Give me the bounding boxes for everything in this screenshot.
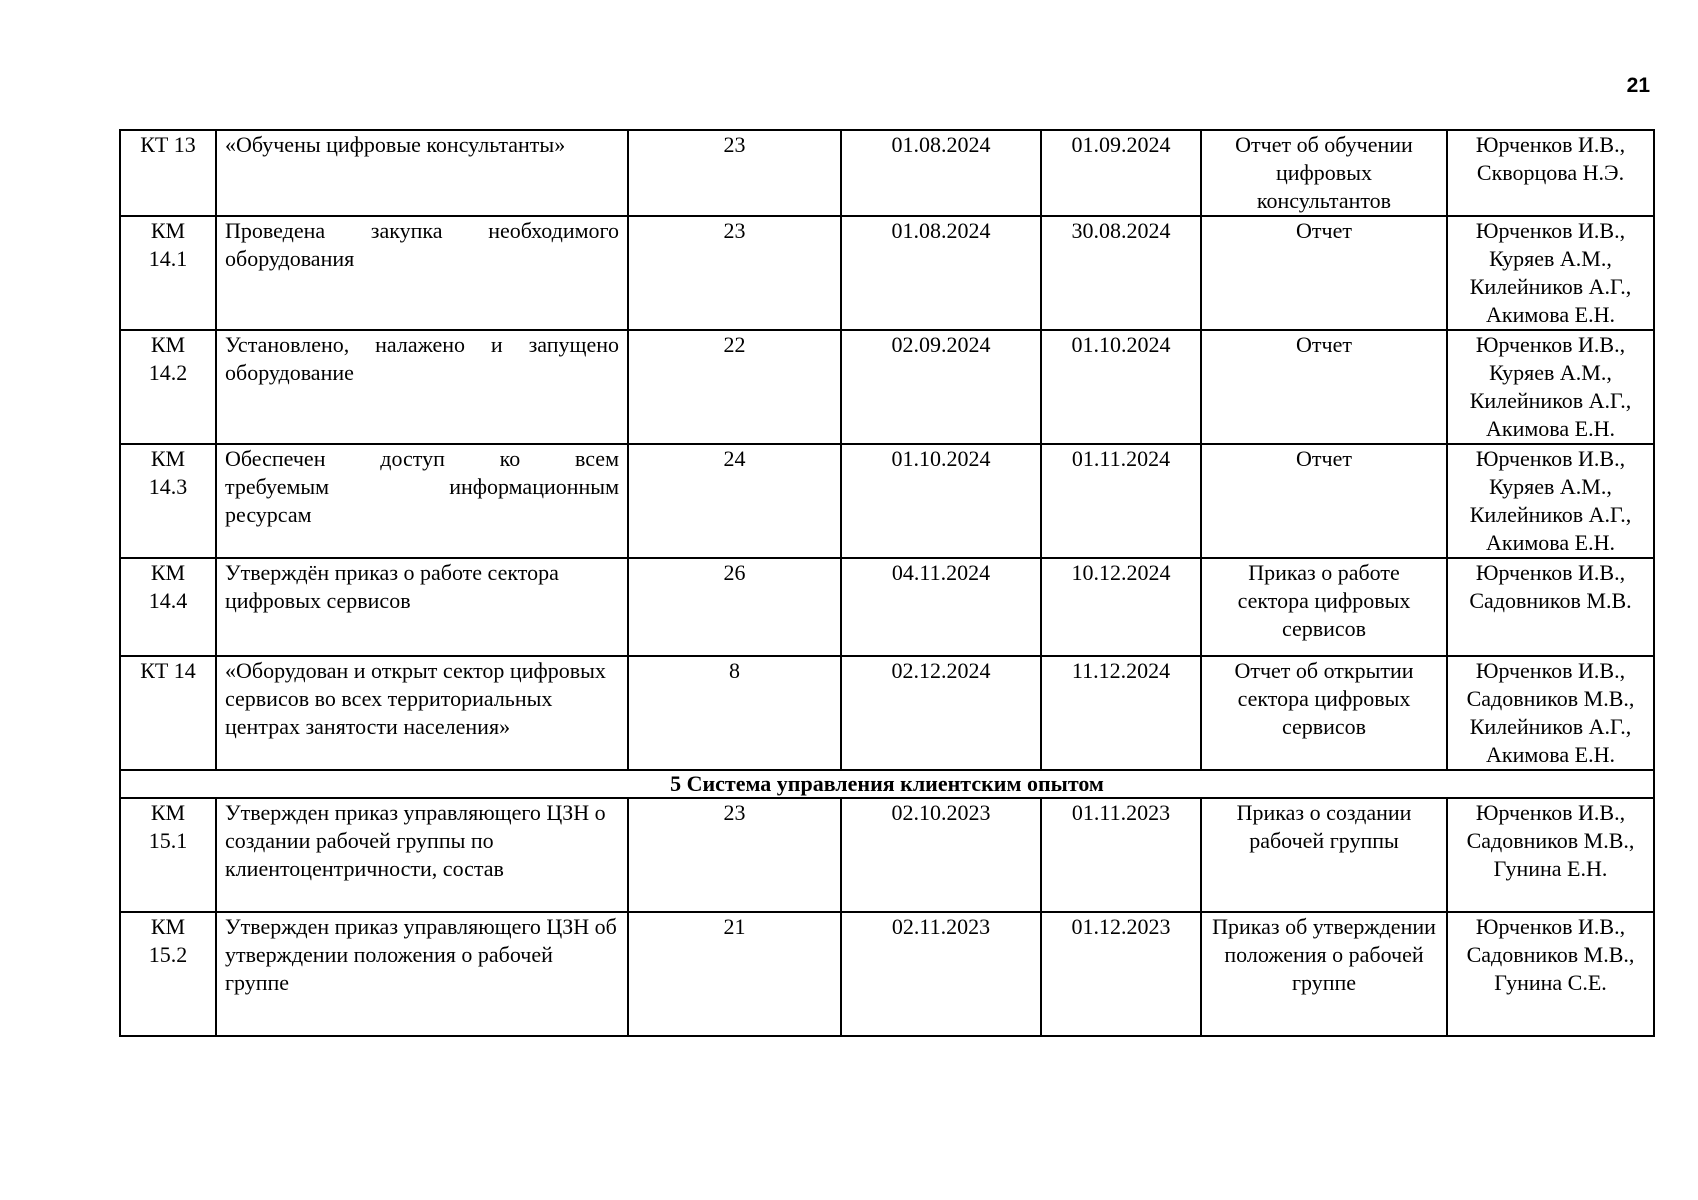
cell-code: КМ 14.3 [120, 444, 216, 558]
cell-name [216, 216, 628, 330]
cell-duration: 23 [628, 798, 841, 912]
cell-code: КМ 14.2 [120, 330, 216, 444]
table-row [120, 216, 1654, 330]
cell-code: КМ 14.1 [120, 216, 216, 330]
cell-end-date: 01.11.2023 [1041, 798, 1201, 912]
cell-document: Приказ о создании рабочей группы [1201, 798, 1447, 912]
section-row [120, 770, 1654, 798]
cell-code: КМ 15.1 [120, 798, 216, 912]
cell-responsible: Юрченков И.В., Садовников М.В., Гунина Е.Н. [1447, 798, 1654, 912]
cell-name: «Оборудован и открыт сектор цифровых сервисов во всех территориальных центрах занятости населения» [216, 656, 628, 770]
cell-start-date: 04.11.2024 [841, 558, 1041, 656]
cell-document: Отчет об открытии сектора цифровых сервисов [1201, 656, 1447, 770]
cell-duration: 23 [628, 130, 841, 216]
cell-duration: 23 [628, 216, 841, 330]
cell-document: Отчет [1201, 330, 1447, 444]
cell-name [216, 444, 628, 558]
cell-duration: 26 [628, 558, 841, 656]
cell-end-date: 01.10.2024 [1041, 330, 1201, 444]
cell-end-date: 10.12.2024 [1041, 558, 1201, 656]
name-line: требуемым информационным [225, 474, 619, 499]
cell-end-date: 30.08.2024 [1041, 216, 1201, 330]
name-line: Проведена закупка необходимого [225, 218, 619, 243]
cell-responsible: Юрченков И.В., Садовников М.В., Килейников А.Г., Акимова Е.Н. [1447, 656, 1654, 770]
table-row [120, 330, 1654, 444]
cell-name: «Обучены цифровые консультанты» [216, 130, 628, 216]
cell-end-date: 01.12.2023 [1041, 912, 1201, 1036]
table-row [120, 798, 1654, 912]
cell-document: Отчет [1201, 216, 1447, 330]
cell-name [216, 330, 628, 444]
name-line: Обеспечен доступ ко всем [225, 446, 619, 471]
cell-responsible: Юрченков И.В., Куряев А.М., Килейников А.Г., Акимова Е.Н. [1447, 444, 1654, 558]
cell-start-date: 01.08.2024 [841, 130, 1041, 216]
cell-name: Утвержден приказ управляющего ЦЗН о создании рабочей группы по клиентоцентричности, состав [216, 798, 628, 912]
cell-end-date: 01.11.2024 [1041, 444, 1201, 558]
cell-code: КМ 15.2 [120, 912, 216, 1036]
cell-document: Отчет [1201, 444, 1447, 558]
table-row [120, 558, 1654, 656]
section-title: 5 Система управления клиентским опытом [120, 770, 1654, 798]
cell-duration: 22 [628, 330, 841, 444]
cell-duration: 24 [628, 444, 841, 558]
cell-responsible: Юрченков И.В., Скворцова Н.Э. [1447, 130, 1654, 216]
cell-start-date: 02.12.2024 [841, 656, 1041, 770]
cell-responsible: Юрченков И.В., Садовников М.В., Гунина С.Е. [1447, 912, 1654, 1036]
table-row [120, 444, 1654, 558]
cell-document: Приказ об утверждении положения о рабочей группе [1201, 912, 1447, 1036]
cell-code: КТ 13 [120, 130, 216, 216]
cell-start-date: 02.10.2023 [841, 798, 1041, 912]
cell-start-date: 01.10.2024 [841, 444, 1041, 558]
cell-start-date: 02.11.2023 [841, 912, 1041, 1036]
cell-name: Утверждён приказ о работе сектора цифровых сервисов [216, 558, 628, 656]
table-row [120, 912, 1654, 1036]
name-line: ресурсам [225, 502, 312, 527]
cell-document: Приказ о работе сектора цифровых сервисов [1201, 558, 1447, 656]
cell-name: Утвержден приказ управляющего ЦЗН об утверждении положения о рабочей группе [216, 912, 628, 1036]
cell-duration: 8 [628, 656, 841, 770]
name-line: Установлено, налажено и запущено [225, 332, 619, 357]
table-row [120, 130, 1654, 216]
cell-responsible: Юрченков И.В., Куряев А.М., Килейников А.Г., Акимова Е.Н. [1447, 330, 1654, 444]
cell-end-date: 01.09.2024 [1041, 130, 1201, 216]
plan-table [119, 129, 1655, 1037]
cell-start-date: 01.08.2024 [841, 216, 1041, 330]
cell-end-date: 11.12.2024 [1041, 656, 1201, 770]
cell-responsible: Юрченков И.В., Садовников М.В. [1447, 558, 1654, 656]
cell-code: КТ 14 [120, 656, 216, 770]
name-line: оборудования [225, 246, 355, 271]
cell-code: КМ 14.4 [120, 558, 216, 656]
cell-responsible: Юрченков И.В., Куряев А.М., Килейников А.Г., Акимова Е.Н. [1447, 216, 1654, 330]
table-row [120, 656, 1654, 770]
page-number: 21 [1626, 74, 1650, 97]
cell-start-date: 02.09.2024 [841, 330, 1041, 444]
cell-duration: 21 [628, 912, 841, 1036]
cell-document: Отчет об обучении цифровых консультантов [1201, 130, 1447, 216]
name-line: оборудование [225, 360, 354, 385]
